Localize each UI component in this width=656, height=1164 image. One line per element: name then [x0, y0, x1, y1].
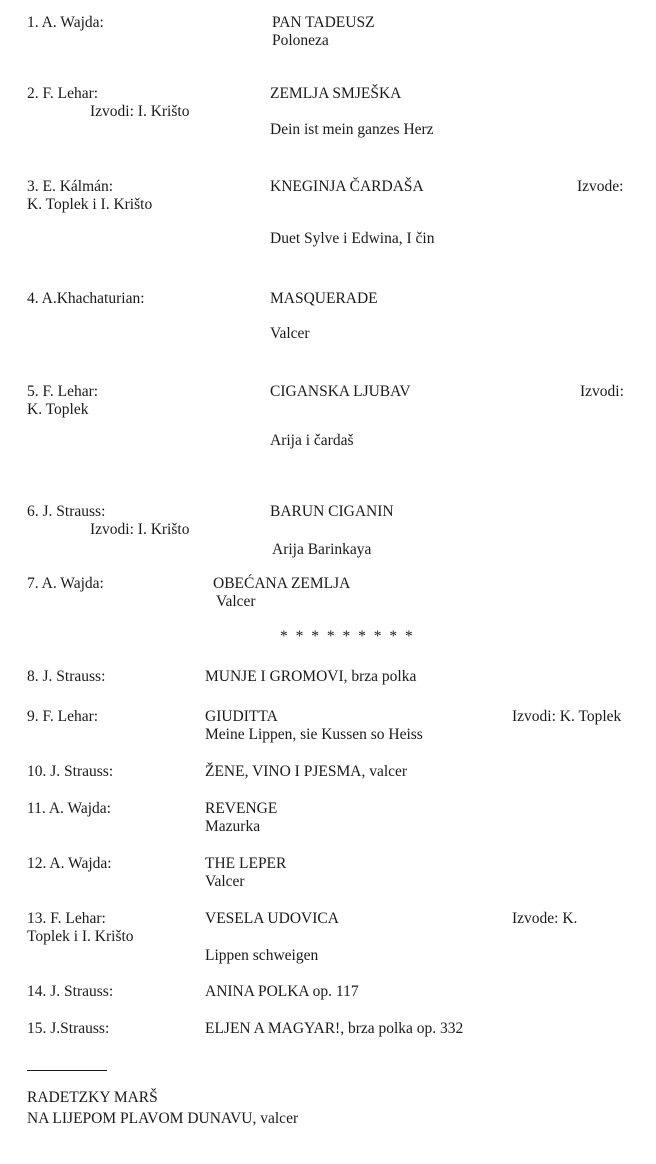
piece-title: MASQUERADE: [270, 290, 378, 307]
composer-label: 14. J. Strauss:: [27, 983, 114, 1000]
piece-subtitle: Dein ist mein ganzes Herz: [270, 121, 434, 138]
piece-subtitle: Arija i čardaš: [270, 432, 354, 449]
piece-title: ANINA POLKA op. 117: [205, 983, 359, 1000]
composer-label: 5. F. Lehar:: [27, 383, 99, 400]
piece-title: MUNJE I GROMOVI, brza polka: [205, 668, 417, 685]
composer-label: 2. F. Lehar:: [27, 85, 99, 102]
piece-subtitle: Duet Sylve i Edwina, I čin: [270, 230, 435, 247]
piece-subtitle: Arija Barinkaya: [272, 541, 372, 558]
piece-subtitle: Mazurka: [205, 818, 261, 835]
composer-label: 4. A.Khachaturian:: [27, 290, 145, 307]
performer-right: Izvode: K.: [512, 910, 578, 927]
performer-right: Izvode:: [577, 178, 624, 195]
composer-label: 15. J.Strauss:: [27, 1020, 110, 1037]
composer-label: 10. J. Strauss:: [27, 763, 114, 780]
composer-label: 6. J. Strauss:: [27, 503, 106, 520]
piece-title: ELJEN A MAGYAR!, brza polka op. 332: [205, 1020, 464, 1037]
piece-subtitle: Meine Lippen, sie Kussen so Heiss: [205, 726, 423, 743]
separator-asterisks: * * * * * * * * *: [280, 628, 415, 645]
composer-label: 8. J. Strauss:: [27, 668, 106, 685]
composer-label: 13. F. Lehar:: [27, 910, 106, 927]
piece-subtitle: Poloneza: [272, 32, 329, 49]
piece-subtitle: Valcer: [270, 325, 310, 342]
piece-title: ZEMLJA SMJEŠKA: [270, 85, 402, 102]
piece-title: KNEGINJA ČARDAŠA: [270, 178, 424, 195]
piece-title: BARUN CIGANIN: [270, 503, 394, 520]
composer-label: 7. A. Wajda:: [27, 575, 104, 592]
performer-right: Izvodi:: [580, 383, 624, 400]
encore-line: RADETZKY MARŠ: [27, 1089, 158, 1106]
piece-subtitle: Valcer: [216, 593, 256, 610]
piece-title: OBEĆANA ZEMLJA: [213, 575, 351, 592]
composer-label: 12. A. Wajda:: [27, 855, 112, 872]
piece-title: ŽENE, VINO I PJESMA, valcer: [205, 763, 408, 780]
piece-title: PAN TADEUSZ: [272, 14, 375, 31]
piece-subtitle: Lippen schweigen: [205, 947, 319, 964]
composer-label: 11. A. Wajda:: [27, 800, 111, 817]
composer-label: 1. A. Wajda:: [27, 14, 104, 31]
performer-left: Izvodi: I. Krišto: [90, 103, 190, 120]
piece-subtitle: Valcer: [205, 873, 245, 890]
piece-title: VESELA UDOVICA: [205, 910, 339, 927]
performer-left: Toplek i I. Krišto: [27, 928, 134, 945]
piece-title: CIGANSKA LJUBAV: [270, 383, 411, 400]
piece-title: GIUDITTA: [205, 708, 278, 725]
piece-title: THE LEPER: [205, 855, 287, 872]
encore-line: NA LIJEPOM PLAVOM DUNAVU, valcer: [27, 1110, 299, 1127]
piece-title: REVENGE: [205, 800, 278, 817]
performer-left: K. Toplek i I. Krišto: [27, 196, 153, 213]
divider-line: [27, 1070, 107, 1071]
composer-label: 9. F. Lehar:: [27, 708, 99, 725]
performer-right: Izvodi: K. Toplek: [512, 708, 622, 725]
composer-label: 3. E. Kálmán:: [27, 178, 114, 195]
performer-left: Izvodi: I. Krišto: [90, 521, 190, 538]
performer-left: K. Toplek: [27, 401, 89, 418]
